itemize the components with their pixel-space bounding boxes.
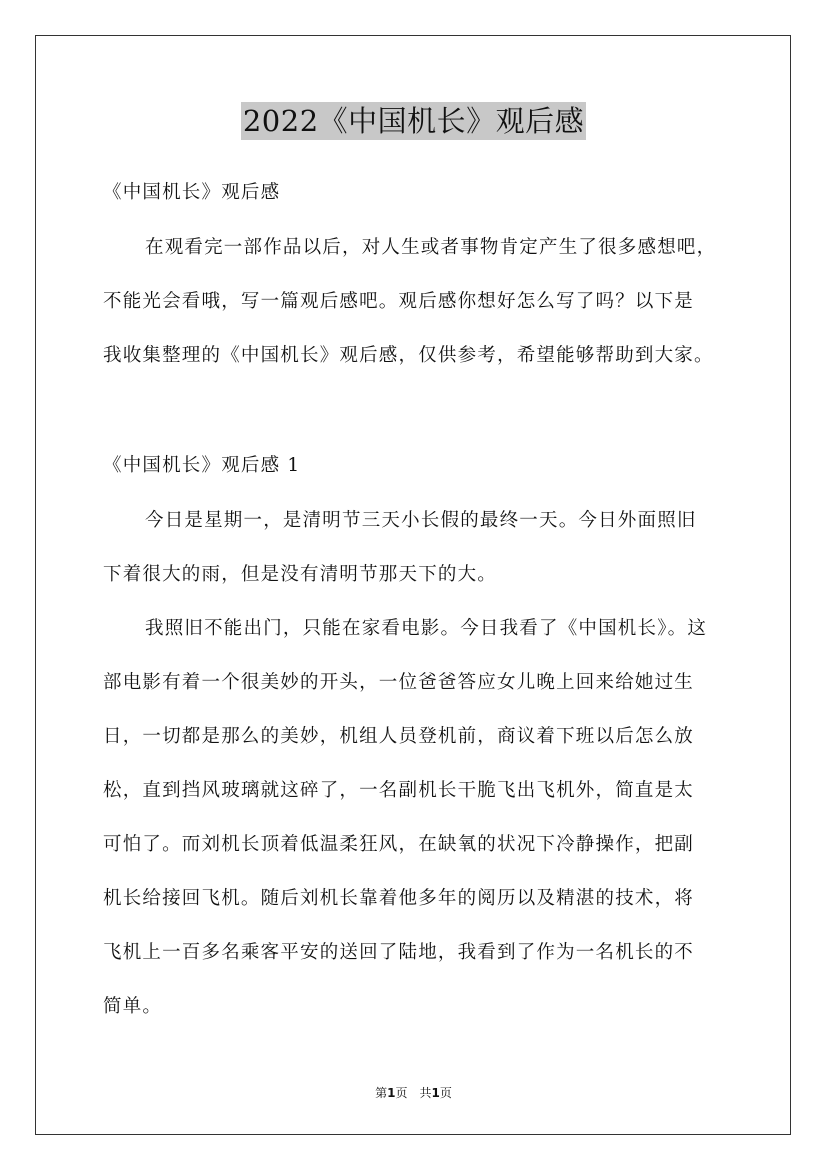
intro-line: 在观看完一部作品以后，对人生或者事物肯定产生了很多感想吧，	[145, 237, 717, 258]
paragraph-line: 简单。	[103, 996, 163, 1017]
document-title: 2022《中国机长》观后感	[242, 104, 585, 138]
paragraph-line: 松，直到挡风玻璃就这碎了，一名副机长干脆飞出飞机外，简直是太	[103, 780, 695, 801]
footer-total-pages: 1	[431, 1086, 440, 1100]
footer-mid: 页 共	[395, 1086, 432, 1100]
paragraph-line: 下着很大的雨，但是没有清明节那天下的大。	[103, 564, 498, 585]
paragraph-line: 机长给接回飞机。随后刘机长靠着他多年的阅历以及精湛的技术，将	[103, 888, 695, 909]
footer-prefix: 第	[375, 1086, 388, 1100]
title-container	[0, 102, 827, 140]
footer-page-number: 1	[387, 1086, 396, 1100]
paragraph-line: 部电影有着一个很美妙的开头，一位爸爸答应女儿晚上回来给她过生	[103, 672, 695, 693]
paragraph-line: 飞机上一百多名乘客平安的送回了陆地，我看到了作为一名机长的不	[103, 942, 695, 963]
paragraph-line: 可怕了。而刘机长顶着低温柔狂风，在缺氧的状况下冷静操作，把副	[103, 834, 695, 855]
footer-suffix: 页	[439, 1086, 452, 1100]
paragraph-line: 日，一切都是那么的美妙，机组人员登机前，商议着下班以后怎么放	[103, 726, 695, 747]
section-heading: 《中国机长》观后感 1	[103, 455, 301, 476]
intro-line: 不能光会看哦，写一篇观后感吧。观后感你想好怎么写了吗？以下是	[103, 291, 695, 312]
paragraph-line: 我照旧不能出门，只能在家看电影。今日我看了《中国机长》。这	[145, 618, 708, 639]
paragraph-line: 今日是星期一，是清明节三天小长假的最终一天。今日外面照旧	[145, 510, 697, 531]
subtitle: 《中国机长》观后感	[103, 182, 281, 203]
page-footer	[0, 1085, 827, 1101]
intro-line: 我收集整理的《中国机长》观后感，仅供参考，希望能够帮助到大家。	[103, 345, 714, 366]
